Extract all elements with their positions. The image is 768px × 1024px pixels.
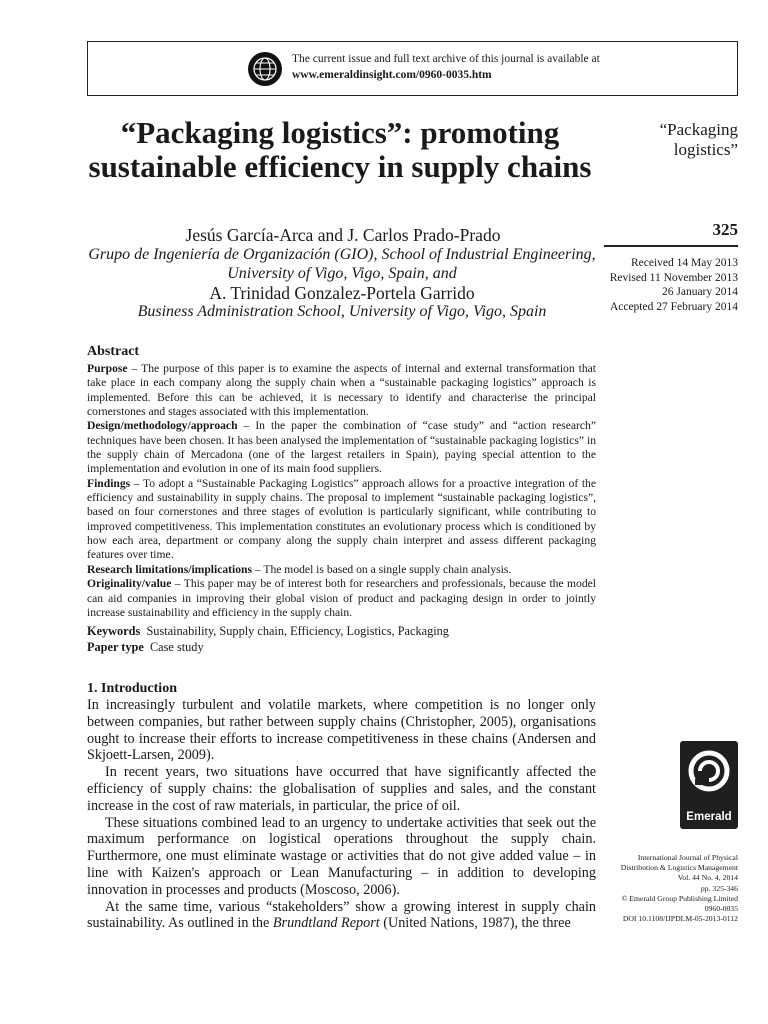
research-label: Research limitations/implications xyxy=(87,562,252,576)
affiliation-primary: Grupo de Ingeniería de Organización (GIO), School of Industrial Engineering, University of Vigo, Vigo, Spain, and xyxy=(88,246,596,282)
revised-date-1: Revised 11 November 2013 xyxy=(609,271,738,284)
authors-line: Jesús García-Arca and J. Carlos Prado-Prado xyxy=(185,225,501,245)
revised-date-2: 26 January 2014 xyxy=(661,286,738,298)
design-label: Design/methodology/approach xyxy=(87,419,238,433)
article-title: “Packaging logistics”: promoting sustainable efficiency in supply chains xyxy=(88,115,592,184)
journal-pages: pp. 325-346 xyxy=(700,883,738,893)
emerald-logo xyxy=(680,741,738,829)
purpose-label: Purpose xyxy=(87,362,128,375)
accepted-date: Accepted 27 February 2014 xyxy=(609,300,738,313)
abstract-purpose: Purpose – The purpose of this paper is to examine the aspects of internal and external transformation that take place in each company along the supply chain when a “sustainable packaging logistics” approach is implemented. Before this can be achieved, it is necessary to identify and characterise the principal cornerstones and stages associated with this implementation. xyxy=(87,362,596,419)
submission-dates xyxy=(600,256,738,314)
paper-type-label: Paper type xyxy=(87,640,144,655)
emerald-swirl-icon xyxy=(680,741,738,811)
page-number: 325 xyxy=(712,220,738,239)
intro-paragraph-2: In recent years, two situations have occurred that have significantly affected the efficiency of supply chains: the globalisation of supplies and sales, and the constant increase in the cost of raw materials, in particular, the price of oil. xyxy=(87,764,596,814)
archive-url[interactable]: www.emeraldinsight.com/0960-0035.htm xyxy=(292,69,492,81)
running-head: “Packaging logistics” xyxy=(659,120,738,159)
intro-paragraph-3: These situations combined lead to an urgency to undertake activities that seek out the maximum performance on logistical operations throughout the supply chain. Furthermore, one must eliminate wastage or activities that do not give added value – in line with Kaizen's approach or Lean Manufacturing – in addition to developing innovation in processes and products (Moscoso, 2006). xyxy=(87,814,596,898)
introduction-body xyxy=(87,697,596,932)
emerald-logo-text: Emerald xyxy=(686,811,732,823)
abstract-heading: Abstract xyxy=(87,344,140,359)
margin-rule xyxy=(604,245,738,247)
journal-copyright: © Emerald Group Publishing Limited xyxy=(621,893,738,903)
archive-notice-text: The current issue and full text archive of this journal is available at xyxy=(292,53,600,65)
author-third: A. Trinidad Gonzalez-Portela Garrido xyxy=(209,283,475,303)
journal-doi: DOI 10.1108/IJPDLM-05-2013-0112 xyxy=(622,914,738,924)
journal-info xyxy=(600,853,738,924)
globe-icon xyxy=(247,51,283,87)
journal-name-line2: Distribution & Logistics Management xyxy=(620,863,738,873)
introduction-heading: 1. Introduction xyxy=(87,681,177,696)
abstract-body xyxy=(87,362,596,655)
journal-volume: Vol. 44 No. 4, 2014 xyxy=(677,873,738,883)
abstract-originality: Originality/value – This paper may be of interest both for researchers and professionals, because the model can aid companies in improving their global vision of product and packaging design in order to jointly increase sustainability and efficiency in the supply chain. xyxy=(87,577,596,619)
intro-paragraph-1: In increasingly turbulent and volatile markets, where competition is no longer only between companies, but rather between supply chains (Christopher, 2005), organisations ought to increase their efforts to increase competitiveness in these chains (Andersen and Skjoett-Larsen, 2009). xyxy=(87,697,596,764)
originality-label: Originality/value xyxy=(87,577,172,591)
keywords: Keywords Sustainability, Supply chain, Efficiency, Logistics, Packaging xyxy=(87,624,449,639)
findings-label: Findings xyxy=(87,476,131,490)
affiliation-secondary: Business Administration School, University of Vigo, Vigo, Spain xyxy=(137,303,547,320)
keywords-label: Keywords xyxy=(87,624,141,639)
abstract-findings: Findings – To adopt a “Sustainable Packaging Logistics” approach allows for a proactive integration of the efficiency and sustainability in supply chains. The proposal to implement “sustainable packaging logistics”, based on four cornerstones and three stages of evolution is particularly significant, while contributing to improved competitiveness. This implementation constitutes an evolutionary process which is conditioned by how each area, department or company along the supply chain interpret and assess different packaging features over time. xyxy=(87,476,596,562)
intro-paragraph-4: At the same time, various “stakeholders” show a growing interest in supply chain sustainability. As outlined in the Brundtland Report (United Nations, 1987), the three xyxy=(87,898,596,932)
received-date: Received 14 May 2013 xyxy=(631,257,738,269)
paper-type: Paper type Case study xyxy=(87,640,204,655)
journal-issn: 0960-0035 xyxy=(704,904,738,914)
abstract-research: Research limitations/implications – The model is based on a single supply chain analysis. xyxy=(87,562,512,576)
journal-name-line1: International Journal of Physical xyxy=(637,853,738,862)
abstract-design: Design/methodology/approach – In the paper the combination of “case study” and “action research” techniques have been chosen. It has been analysed the implementation of “sustainable packaging logistics” in the supply chain of Mercadona (one of the largest retailers in Spain), paying special attention to the implementation and evolution in one of its main food suppliers. xyxy=(87,419,596,476)
